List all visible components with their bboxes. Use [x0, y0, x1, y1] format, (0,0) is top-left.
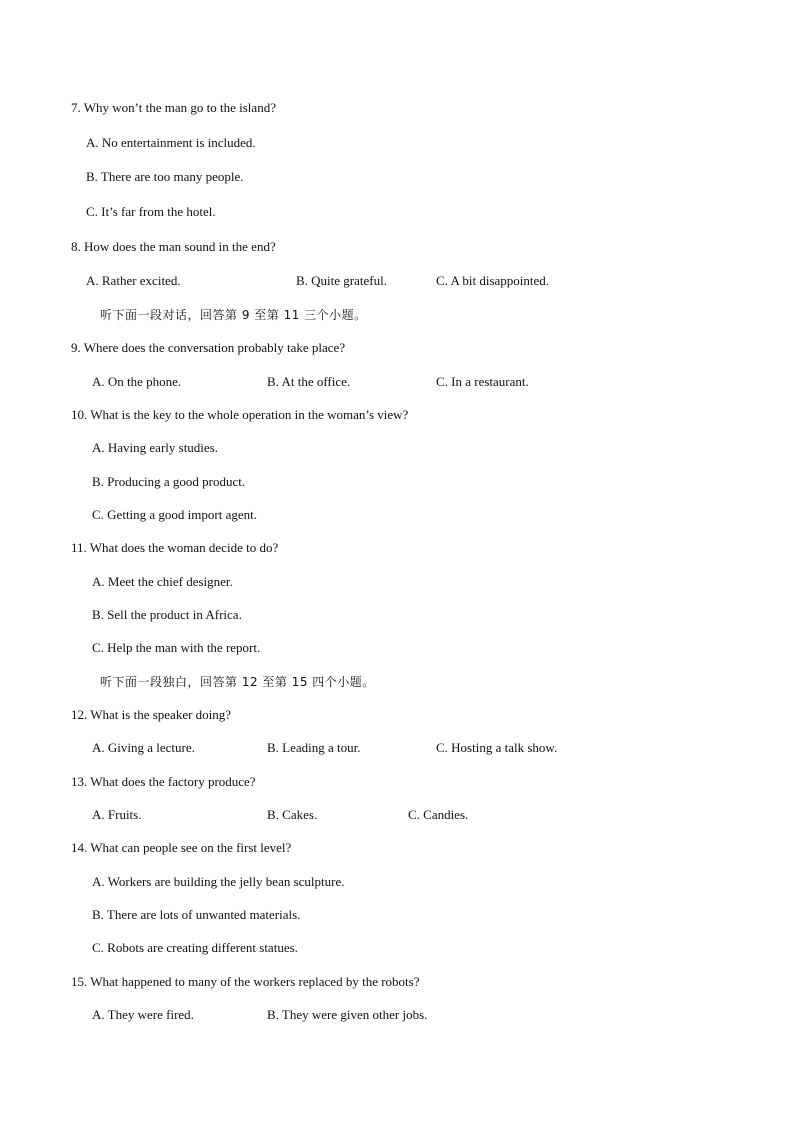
question-12-option-b: B. Leading a tour. — [267, 740, 361, 755]
question-11-option-c: C. Help the man with the report. — [92, 640, 261, 655]
question-15-option-b: B. They were given other jobs. — [267, 1007, 428, 1022]
question-11-stem: 11. What does the woman decide to do? — [71, 540, 279, 555]
question-10-stem: 10. What is the key to the whole operation in the woman’s view? — [71, 407, 409, 422]
question-14-option-c: C. Robots are creating different statues. — [92, 940, 298, 955]
section-instruction-dialogue: 听下面一段对话，回答第 9 至第 11 三个小题。 — [100, 308, 367, 322]
question-12-stem: 12. What is the speaker doing? — [71, 707, 232, 722]
question-9-option-a: A. On the phone. — [92, 374, 182, 389]
question-11-option-b: B. Sell the product in Africa. — [92, 607, 242, 622]
question-7-option-c: C. It’s far from the hotel. — [86, 204, 216, 219]
question-10-option-b: B. Producing a good product. — [92, 474, 246, 489]
question-14-option-b: B. There are lots of unwanted materials. — [92, 907, 301, 922]
question-12-option-c: C. Hosting a talk show. — [436, 740, 558, 755]
question-9-option-c: C. In a restaurant. — [436, 374, 529, 389]
question-8-option-c: C. A bit disappointed. — [436, 273, 550, 288]
question-8-stem: 8. How does the man sound in the end? — [71, 239, 276, 254]
question-15-stem: 15. What happened to many of the workers replaced by the robots? — [71, 974, 420, 989]
question-13-option-a: A. Fruits. — [92, 807, 142, 822]
question-10-option-c: C. Getting a good import agent. — [92, 507, 258, 522]
question-12-option-a: A. Giving a lecture. — [92, 740, 195, 755]
question-7-option-b: B. There are too many people. — [86, 169, 244, 184]
question-10-option-a: A. Having early studies. — [92, 440, 219, 455]
question-13-option-c: C. Candies. — [408, 807, 469, 822]
question-15-option-a: A. They were fired. — [92, 1007, 194, 1022]
question-14-stem: 14. What can people see on the first level? — [71, 840, 292, 855]
question-13-option-b: B. Cakes. — [267, 807, 318, 822]
question-7-option-a: A. No entertainment is included. — [86, 135, 256, 150]
question-13-stem: 13. What does the factory produce? — [71, 774, 256, 789]
question-7-stem: 7. Why won’t the man go to the island? — [71, 100, 276, 115]
question-9-stem: 9. Where does the conversation probably take place? — [71, 340, 346, 355]
question-8-option-b: B. Quite grateful. — [296, 273, 387, 288]
section-instruction-monologue: 听下面一段独白，回答第 12 至第 15 四个小题。 — [100, 675, 375, 689]
question-8-option-a: A. Rather excited. — [86, 273, 181, 288]
question-14-option-a: A. Workers are building the jelly bean sculpture. — [92, 874, 345, 889]
question-11-option-a: A. Meet the chief designer. — [92, 574, 233, 589]
question-9-option-b: B. At the office. — [267, 374, 351, 389]
